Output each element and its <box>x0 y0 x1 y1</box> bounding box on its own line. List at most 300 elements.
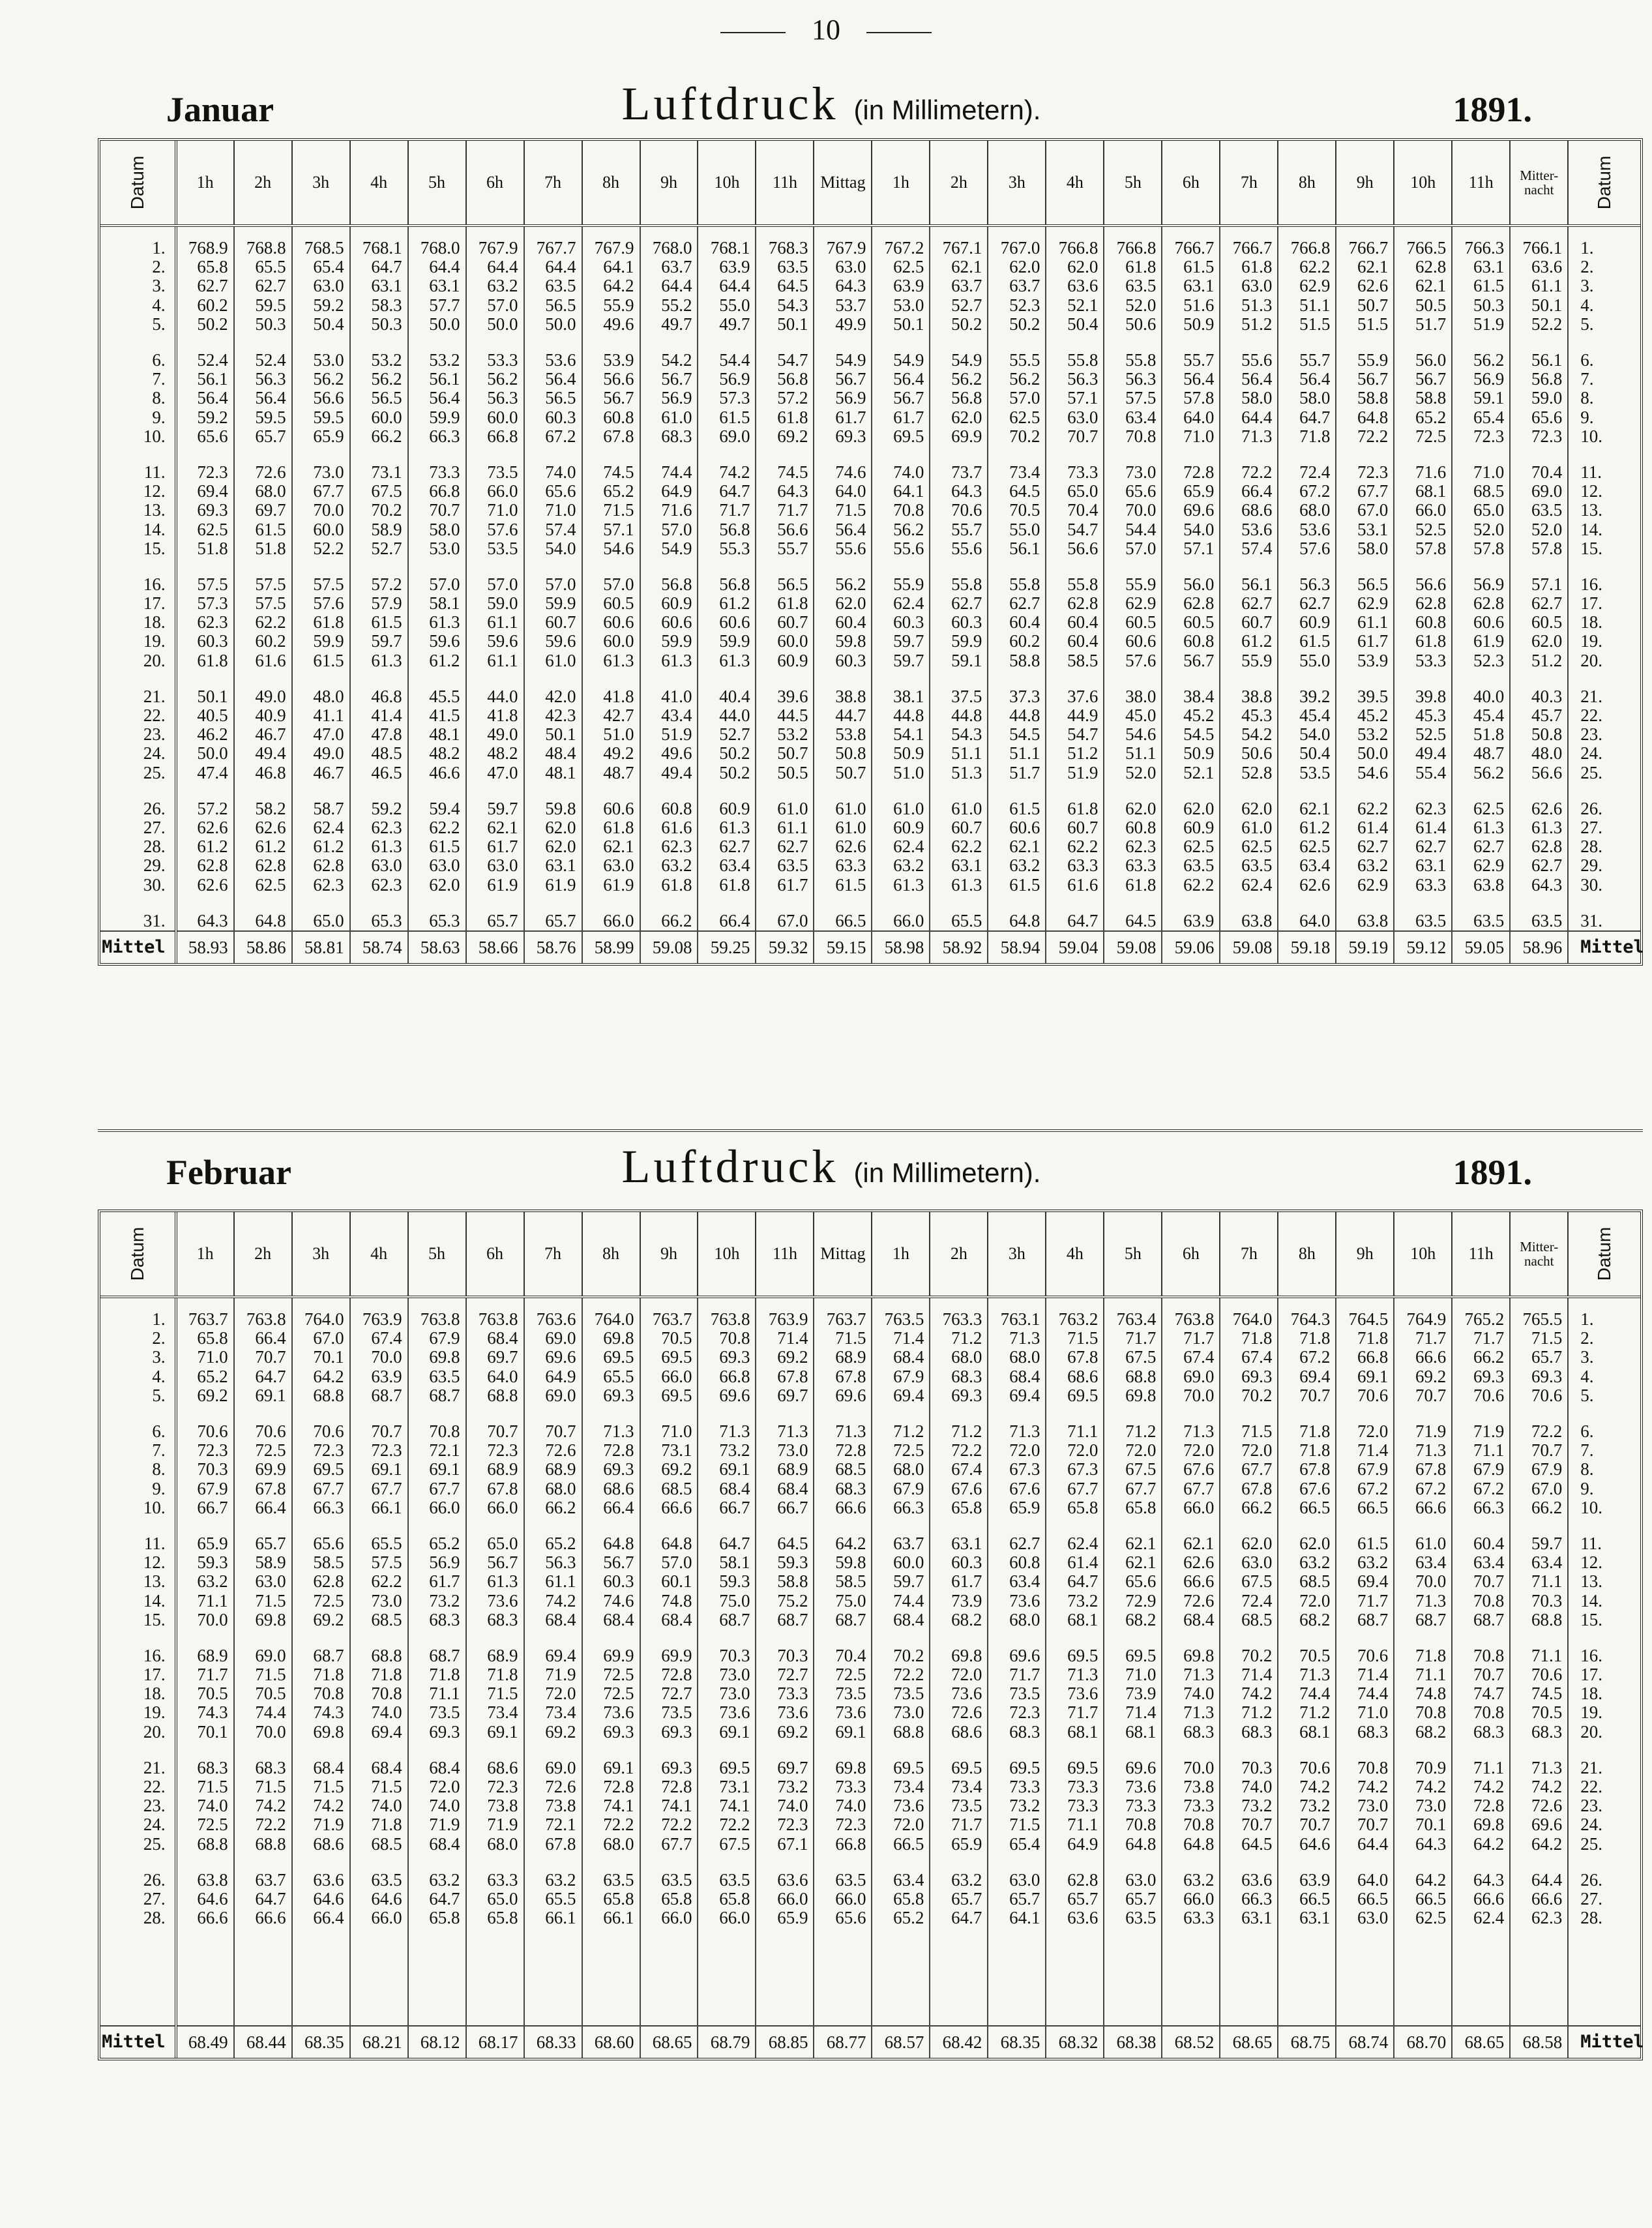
pressure-cell: 44.8 <box>988 706 1046 725</box>
pressure-cell: 66.2 <box>640 912 698 931</box>
pressure-cell: 66.4 <box>698 912 756 931</box>
pressure-cell: 57.1 <box>1162 539 1220 558</box>
pressure-cell: 75.2 <box>756 1591 814 1610</box>
pressure-cell: 65.0 <box>1452 501 1510 520</box>
pressure-cell: 60.8 <box>1162 632 1220 651</box>
pressure-cell: 63.9 <box>350 1367 408 1386</box>
row-date: 19. <box>1568 1703 1640 1722</box>
pressure-cell: 50.4 <box>1046 315 1104 334</box>
row-date: 15. <box>1568 539 1640 558</box>
table-row <box>100 351 1640 370</box>
pressure-cell: 64.2 <box>1510 1835 1568 1854</box>
pressure-cell: 57.6 <box>466 520 524 539</box>
pressure-cell: 38.8 <box>814 687 872 706</box>
row-date: 5. <box>1568 315 1640 334</box>
pressure-cell: 63.4 <box>698 856 756 875</box>
table-row <box>100 875 1640 894</box>
pressure-cell: 71.7 <box>176 1665 234 1684</box>
pressure-cell: 66.1 <box>524 1909 582 1927</box>
pressure-cell: 48.5 <box>350 744 408 763</box>
row-date: 28. <box>143 1908 166 1928</box>
table-row <box>100 1310 1640 1329</box>
pressure-cell: 62.0 <box>1278 1534 1336 1553</box>
table-row <box>100 575 1640 594</box>
pressure-cell: 63.2 <box>408 1871 466 1890</box>
pressure-cell: 68.3 <box>814 1479 872 1498</box>
pressure-cell: 54.7 <box>756 351 814 370</box>
column-header-hour: 7h <box>1220 141 1278 226</box>
table-row <box>100 744 1640 763</box>
pressure-cell: 71.2 <box>872 1422 930 1441</box>
pressure-cell: 62.5 <box>234 875 292 894</box>
pressure-cell: 73.3 <box>814 1777 872 1796</box>
pressure-cell: 57.0 <box>524 575 582 594</box>
pressure-cell: 73.0 <box>350 1591 408 1610</box>
pressure-cell: 54.0 <box>1162 520 1220 539</box>
pressure-cell: 71.8 <box>1278 1441 1336 1460</box>
pressure-cell: 61.3 <box>582 651 640 670</box>
spacer-row <box>100 1629 1640 1646</box>
pressure-cell: 49.4 <box>1394 744 1452 763</box>
pressure-cell: 62.8 <box>292 1572 350 1591</box>
pressure-cell: 52.7 <box>698 725 756 744</box>
column-header-datum: Datum <box>1568 141 1640 226</box>
pressure-cell: 63.7 <box>640 258 698 276</box>
pressure-cell: 53.1 <box>1336 520 1394 539</box>
pressure-cell: 69.9 <box>234 1460 292 1479</box>
pressure-cell: 63.2 <box>524 1871 582 1890</box>
mittel-cell: 68.74 <box>1336 2026 1394 2058</box>
pressure-cell: 67.2 <box>1336 1479 1394 1498</box>
mittel-cell: 59.19 <box>1336 931 1394 963</box>
pressure-cell: 62.0 <box>930 408 988 427</box>
pressure-cell: 55.4 <box>1394 764 1452 782</box>
pressure-cell: 57.3 <box>698 389 756 408</box>
pressure-cell: 50.8 <box>1510 725 1568 744</box>
row-date: 23. <box>1568 1796 1640 1815</box>
pressure-cell: 63.4 <box>1394 1553 1452 1572</box>
pressure-cell: 70.0 <box>292 501 350 520</box>
pressure-cell: 45.5 <box>408 687 466 706</box>
pressure-cell: 73.0 <box>698 1665 756 1684</box>
pressure-cell: 71.4 <box>1336 1441 1394 1460</box>
pressure-cell: 51.9 <box>640 725 698 744</box>
pressure-cell: 65.8 <box>1046 1498 1104 1517</box>
pressure-cell: 71.1 <box>1452 1759 1510 1777</box>
pressure-cell: 70.1 <box>176 1723 234 1742</box>
pressure-cell: 61.8 <box>1394 632 1452 651</box>
pressure-cell: 70.6 <box>1510 1386 1568 1405</box>
pressure-cell: 69.6 <box>524 1348 582 1367</box>
pressure-cell: 65.5 <box>350 1534 408 1553</box>
spacer-row <box>100 226 1640 239</box>
pressure-cell: 68.5 <box>350 1835 408 1854</box>
pressure-cell: 62.2 <box>1336 799 1394 818</box>
mittel-cell: 59.06 <box>1162 931 1220 963</box>
mittel-cell: 58.86 <box>234 931 292 963</box>
pressure-cell: 69.7 <box>234 501 292 520</box>
pressure-cell: 62.0 <box>524 818 582 837</box>
pressure-cell: 62.1 <box>930 258 988 276</box>
pressure-cell: 61.0 <box>1220 818 1278 837</box>
januar-table-frame <box>98 138 1643 966</box>
pressure-cell: 768.0 <box>408 239 466 258</box>
row-date: 22. <box>143 1777 166 1797</box>
pressure-cell: 64.8 <box>1104 1835 1162 1854</box>
pressure-cell: 45.3 <box>1394 706 1452 725</box>
pressure-cell: 67.8 <box>814 1367 872 1386</box>
pressure-cell: 50.0 <box>1336 744 1394 763</box>
pressure-cell: 63.7 <box>872 1534 930 1553</box>
pressure-cell: 64.3 <box>930 482 988 501</box>
pressure-cell: 64.5 <box>1220 1835 1278 1854</box>
pressure-cell: 71.4 <box>756 1329 814 1348</box>
pressure-cell: 58.5 <box>292 1553 350 1572</box>
pressure-cell: 48.0 <box>1510 744 1568 763</box>
pressure-cell: 61.7 <box>756 875 814 894</box>
pressure-cell: 69.0 <box>1162 1367 1220 1386</box>
pressure-cell: 66.3 <box>872 1498 930 1517</box>
pressure-cell: 69.1 <box>698 1723 756 1742</box>
row-date: 5. <box>1568 1386 1640 1405</box>
pressure-cell: 68.4 <box>872 1348 930 1367</box>
pressure-cell: 51.5 <box>1278 315 1336 334</box>
pressure-cell: 73.8 <box>524 1796 582 1815</box>
mittel-cell: 59.25 <box>698 931 756 963</box>
table-row <box>100 1348 1640 1367</box>
pressure-cell: 70.6 <box>1336 1646 1394 1665</box>
pressure-cell: 72.0 <box>1046 1441 1104 1460</box>
pressure-cell: 68.7 <box>1394 1611 1452 1629</box>
pressure-cell: 68.3 <box>176 1759 234 1777</box>
pressure-cell: 68.3 <box>1510 1723 1568 1742</box>
pressure-cell: 69.5 <box>988 1759 1046 1777</box>
table-row <box>100 1723 1640 1742</box>
pressure-cell: 63.0 <box>814 258 872 276</box>
row-date: 13. <box>1568 501 1640 520</box>
pressure-cell: 53.8 <box>814 725 872 744</box>
pressure-cell: 64.8 <box>988 912 1046 931</box>
column-header-hour: 1h <box>872 1212 930 1297</box>
pressure-cell: 73.9 <box>930 1591 988 1610</box>
pressure-cell: 70.0 <box>234 1723 292 1742</box>
pressure-cell: 56.7 <box>640 370 698 389</box>
pressure-cell: 58.0 <box>408 520 466 539</box>
row-date: 26. <box>143 1869 166 1890</box>
pressure-cell: 763.8 <box>466 1310 524 1329</box>
pressure-cell: 68.6 <box>1220 501 1278 520</box>
pressure-cell: 50.6 <box>1104 315 1162 334</box>
table-row <box>100 1665 1640 1684</box>
pressure-cell: 70.6 <box>1452 1386 1510 1405</box>
pressure-cell: 69.2 <box>1394 1367 1452 1386</box>
pressure-cell: 61.3 <box>350 837 408 856</box>
column-header-datum: Datum <box>1568 1212 1640 1297</box>
pressure-cell: 73.0 <box>872 1703 930 1722</box>
pressure-cell: 71.0 <box>1104 1665 1162 1684</box>
column-header-hour: Mittag <box>814 141 872 226</box>
column-header-hour: 2h <box>930 1212 988 1297</box>
pressure-cell: 73.6 <box>872 1796 930 1815</box>
pressure-cell: 69.6 <box>814 1386 872 1405</box>
pressure-cell: 72.6 <box>524 1441 582 1460</box>
pressure-cell: 62.0 <box>524 837 582 856</box>
column-header-hour: Mittag <box>814 1212 872 1297</box>
pressure-cell: 59.7 <box>872 651 930 670</box>
pressure-cell: 71.5 <box>988 1815 1046 1834</box>
pressure-cell: 69.5 <box>292 1460 350 1479</box>
pressure-cell: 72.3 <box>988 1703 1046 1722</box>
pressure-cell: 50.0 <box>466 315 524 334</box>
pressure-cell: 63.3 <box>814 856 872 875</box>
pressure-cell: 60.9 <box>756 651 814 670</box>
pressure-cell: 65.7 <box>1510 1348 1568 1367</box>
pressure-cell: 73.6 <box>814 1703 872 1722</box>
pressure-cell: 58.8 <box>1394 389 1452 408</box>
pressure-cell: 54.0 <box>524 539 582 558</box>
pressure-cell: 68.8 <box>1104 1367 1162 1386</box>
spacer-row <box>100 670 1640 687</box>
pressure-cell: 767.0 <box>988 239 1046 258</box>
row-date: 17. <box>1568 594 1640 613</box>
pressure-cell: 62.1 <box>1162 1534 1220 1553</box>
pressure-cell: 71.9 <box>466 1815 524 1834</box>
pressure-cell: 57.0 <box>640 1553 698 1572</box>
column-header-hour: 6h <box>1162 1212 1220 1297</box>
pressure-cell: 72.0 <box>930 1665 988 1684</box>
pressure-cell: 61.0 <box>756 799 814 818</box>
pressure-cell: 67.6 <box>988 1479 1046 1498</box>
pressure-cell: 60.3 <box>582 1572 640 1591</box>
pressure-cell: 68.0 <box>930 1348 988 1367</box>
pressure-cell: 63.5 <box>1104 276 1162 295</box>
pressure-cell: 74.2 <box>698 463 756 482</box>
pressure-cell: 69.5 <box>930 1759 988 1777</box>
row-date: 21. <box>143 686 166 706</box>
pressure-cell: 48.7 <box>582 764 640 782</box>
pressure-cell: 59.8 <box>814 1553 872 1572</box>
pressure-cell: 66.0 <box>408 1498 466 1517</box>
pressure-cell: 59.7 <box>1510 1534 1568 1553</box>
pressure-cell: 55.7 <box>1162 351 1220 370</box>
column-header-datum: Datum <box>100 1212 176 1297</box>
pressure-cell: 63.6 <box>1510 258 1568 276</box>
pressure-cell: 56.1 <box>1510 351 1568 370</box>
pressure-cell: 37.3 <box>988 687 1046 706</box>
row-date: 8. <box>1568 389 1640 408</box>
pressure-cell: 62.9 <box>1452 856 1510 875</box>
pressure-cell: 65.7 <box>234 1534 292 1553</box>
pressure-cell: 60.7 <box>930 818 988 837</box>
pressure-cell: 61.2 <box>292 837 350 856</box>
pressure-cell: 60.9 <box>1162 818 1220 837</box>
pressure-cell: 63.2 <box>1336 856 1394 875</box>
table-row <box>100 725 1640 744</box>
column-header-hour: 2h <box>234 1212 292 1297</box>
pressure-cell: 767.7 <box>524 239 582 258</box>
pressure-cell: 47.0 <box>466 764 524 782</box>
pressure-cell: 63.0 <box>1104 1871 1162 1890</box>
pressure-cell: 67.5 <box>698 1835 756 1854</box>
pressure-cell: 766.8 <box>1046 239 1104 258</box>
mittel-cell: 58.96 <box>1510 931 1568 963</box>
pressure-cell: 763.8 <box>408 1310 466 1329</box>
pressure-cell: 70.8 <box>1162 1815 1220 1834</box>
row-date: 8. <box>152 388 166 408</box>
pressure-cell: 65.2 <box>176 1367 234 1386</box>
pressure-cell: 63.7 <box>930 276 988 295</box>
pressure-cell: 768.5 <box>292 239 350 258</box>
pressure-cell: 73.6 <box>756 1703 814 1722</box>
pressure-cell: 61.8 <box>582 818 640 837</box>
pressure-cell: 63.1 <box>408 276 466 295</box>
pressure-cell: 65.8 <box>582 1890 640 1909</box>
pressure-cell: 60.8 <box>988 1553 1046 1572</box>
row-date: 31. <box>1568 912 1640 931</box>
pressure-cell: 69.1 <box>350 1460 408 1479</box>
pressure-cell: 66.1 <box>350 1498 408 1517</box>
column-header-hour: 9h <box>640 141 698 226</box>
pressure-cell: 70.3 <box>1220 1759 1278 1777</box>
pressure-cell: 763.6 <box>524 1310 582 1329</box>
pressure-cell: 62.8 <box>234 856 292 875</box>
pressure-cell: 52.4 <box>234 351 292 370</box>
pressure-cell: 61.3 <box>872 875 930 894</box>
pressure-cell: 65.4 <box>292 258 350 276</box>
pressure-cell: 62.6 <box>176 875 234 894</box>
pressure-cell: 61.5 <box>234 520 292 539</box>
pressure-cell: 71.3 <box>1162 1703 1220 1722</box>
pressure-cell: 56.6 <box>756 520 814 539</box>
pressure-cell: 66.6 <box>1394 1498 1452 1517</box>
pressure-cell: 66.1 <box>582 1909 640 1927</box>
pressure-cell: 71.8 <box>1394 1646 1452 1665</box>
pressure-cell: 62.7 <box>176 276 234 295</box>
pressure-cell: 50.7 <box>756 744 814 763</box>
pressure-cell: 59.9 <box>292 632 350 651</box>
pressure-cell: 763.3 <box>930 1310 988 1329</box>
pressure-cell: 71.8 <box>408 1665 466 1684</box>
pressure-cell: 51.1 <box>1278 296 1336 315</box>
mittel-cell: 68.38 <box>1104 2026 1162 2058</box>
pressure-cell: 69.4 <box>872 1386 930 1405</box>
row-date: 11. <box>143 1533 166 1553</box>
pressure-cell: 71.4 <box>1220 1665 1278 1684</box>
pressure-cell: 57.9 <box>350 594 408 613</box>
pressure-cell: 63.7 <box>988 276 1046 295</box>
pressure-cell: 65.6 <box>1104 1572 1162 1591</box>
pressure-cell: 71.5 <box>1510 1329 1568 1348</box>
pressure-cell: 60.0 <box>872 1553 930 1572</box>
table-row <box>100 1498 1640 1517</box>
pressure-cell: 68.5 <box>1278 1572 1336 1591</box>
pressure-cell: 62.3 <box>350 875 408 894</box>
pressure-cell: 39.2 <box>1278 687 1336 706</box>
pressure-cell: 62.4 <box>1220 875 1278 894</box>
pressure-cell: 61.3 <box>466 1572 524 1591</box>
pressure-cell: 61.8 <box>176 651 234 670</box>
pressure-cell: 37.5 <box>930 687 988 706</box>
pressure-cell: 71.8 <box>350 1665 408 1684</box>
pressure-cell: 70.7 <box>1452 1572 1510 1591</box>
pressure-cell: 63.5 <box>756 258 814 276</box>
pressure-cell: 56.3 <box>1104 370 1162 389</box>
pressure-cell: 54.9 <box>930 351 988 370</box>
row-date: 2. <box>152 1328 166 1348</box>
pressure-cell: 74.1 <box>698 1796 756 1815</box>
pressure-cell: 57.0 <box>466 575 524 594</box>
pressure-cell: 70.5 <box>176 1684 234 1703</box>
pressure-cell: 65.0 <box>292 912 350 931</box>
pressure-cell: 52.0 <box>1104 764 1162 782</box>
pressure-cell: 46.7 <box>292 764 350 782</box>
pressure-cell: 74.4 <box>640 463 698 482</box>
pressure-cell: 61.0 <box>524 651 582 670</box>
table-row <box>100 1591 1640 1610</box>
pressure-cell: 65.8 <box>176 1329 234 1348</box>
pressure-cell: 64.6 <box>176 1890 234 1909</box>
pressure-cell: 59.9 <box>698 632 756 651</box>
pressure-cell: 57.2 <box>756 389 814 408</box>
pressure-cell: 55.9 <box>582 296 640 315</box>
pressure-cell: 69.6 <box>988 1646 1046 1665</box>
pressure-cell: 63.0 <box>1220 276 1278 295</box>
pressure-cell: 63.9 <box>1162 912 1220 931</box>
pressure-cell: 52.3 <box>1452 651 1510 670</box>
pressure-cell: 71.2 <box>1104 1422 1162 1441</box>
mittel-cell: 68.58 <box>1510 2026 1568 2058</box>
pressure-cell: 57.5 <box>234 594 292 613</box>
pressure-cell: 62.3 <box>350 818 408 837</box>
column-header-hour: 9h <box>640 1212 698 1297</box>
mittel-cell: 58.94 <box>988 931 1046 963</box>
pressure-cell: 63.2 <box>640 856 698 875</box>
row-date: 12. <box>1568 482 1640 501</box>
pressure-cell: 55.6 <box>872 539 930 558</box>
row-date: 26. <box>1568 1871 1640 1890</box>
pressure-cell: 768.8 <box>234 239 292 258</box>
pressure-cell: 71.7 <box>1452 1329 1510 1348</box>
pressure-cell: 62.5 <box>1278 837 1336 856</box>
pressure-cell: 71.3 <box>1510 1759 1568 1777</box>
row-date: 14. <box>1568 520 1640 539</box>
column-header-hour: 9h <box>1336 141 1394 226</box>
februar-header <box>98 1138 1565 1196</box>
pressure-cell: 43.4 <box>640 706 698 725</box>
pressure-cell: 65.2 <box>1394 408 1452 427</box>
pressure-cell: 64.3 <box>176 912 234 931</box>
pressure-cell: 62.1 <box>988 837 1046 856</box>
pressure-cell: 49.7 <box>698 315 756 334</box>
pressure-cell: 61.2 <box>234 837 292 856</box>
pressure-cell: 61.5 <box>1452 276 1510 295</box>
pressure-cell: 66.0 <box>466 482 524 501</box>
pressure-cell: 68.6 <box>292 1835 350 1854</box>
table-row <box>100 1703 1640 1722</box>
pressure-cell: 64.1 <box>988 1909 1046 1927</box>
pressure-cell: 70.5 <box>988 501 1046 520</box>
pressure-cell: 73.8 <box>1162 1777 1220 1796</box>
pressure-cell: 67.6 <box>1162 1460 1220 1479</box>
pressure-cell: 60.6 <box>582 613 640 632</box>
pressure-cell: 72.3 <box>756 1815 814 1834</box>
column-header-hour: 7h <box>524 1212 582 1297</box>
pressure-cell: 50.0 <box>524 315 582 334</box>
pressure-cell: 59.7 <box>466 799 524 818</box>
pressure-cell: 62.8 <box>1452 594 1510 613</box>
pressure-cell: 56.2 <box>350 370 408 389</box>
row-date: 7. <box>1568 1441 1640 1460</box>
